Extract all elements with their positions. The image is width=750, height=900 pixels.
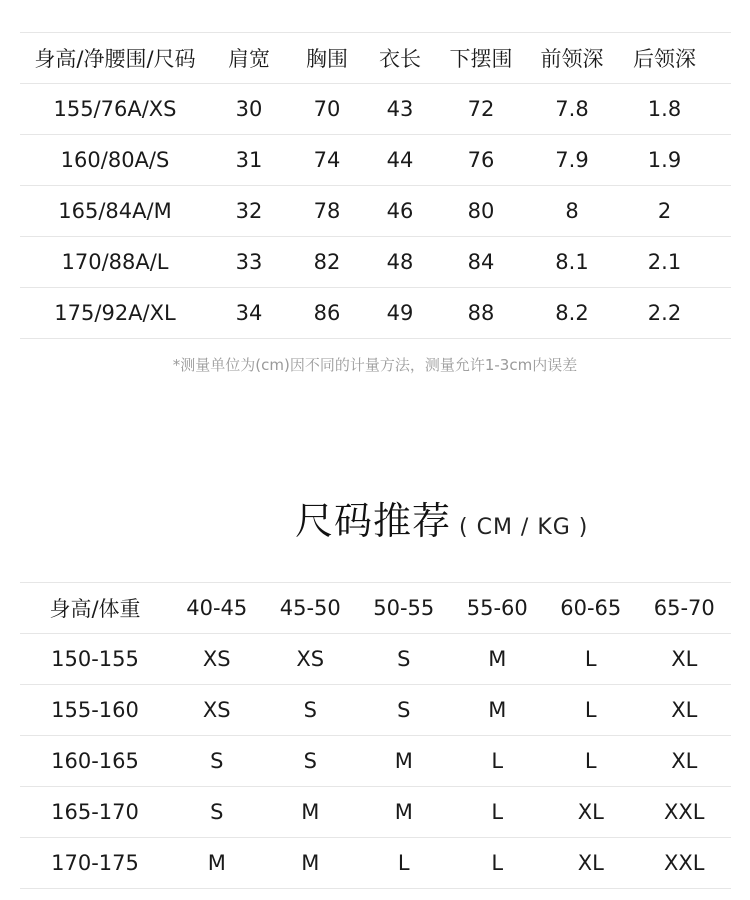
- table-cell: 2: [657, 199, 672, 223]
- table-row: [20, 838, 731, 889]
- table-cell: 44: [386, 148, 414, 172]
- table-cell: M: [488, 647, 507, 671]
- table-cell: S: [210, 749, 224, 773]
- header-cell: 60-65: [560, 596, 622, 620]
- table-cell: XS: [296, 647, 325, 671]
- table-cell: 80: [467, 199, 495, 223]
- table-row: [20, 84, 731, 135]
- table-cell: S: [303, 749, 317, 773]
- recommendation-title-text: 尺码推荐: [295, 499, 452, 543]
- table-cell: 7.9: [555, 148, 589, 172]
- table-cell: L: [491, 749, 504, 773]
- table-header-row: [20, 33, 731, 84]
- table-cell: 160-165: [51, 749, 139, 773]
- table-cell: 160/80A/S: [60, 148, 170, 172]
- table-cell: 76: [467, 148, 495, 172]
- table-cell: 150-155: [51, 647, 139, 671]
- table-cell: 155/76A/XS: [53, 97, 177, 121]
- header-cell: 45-50: [279, 596, 341, 620]
- table-cell: S: [303, 698, 317, 722]
- table-cell: 175/92A/XL: [54, 301, 176, 325]
- header-cell: 50-55: [373, 596, 435, 620]
- table-cell: M: [207, 851, 226, 875]
- table-cell: 34: [235, 301, 263, 325]
- table-cell: 2.2: [647, 301, 682, 325]
- table-cell: XXL: [664, 851, 705, 875]
- table-cell: L: [584, 749, 597, 773]
- table-cell: XL: [671, 749, 698, 773]
- table-cell: 7.8: [555, 97, 589, 121]
- table-cell: M: [301, 851, 320, 875]
- table-row: [20, 685, 731, 736]
- table-row: [20, 288, 731, 339]
- header-cell: 前领深: [540, 47, 604, 71]
- table-cell: 72: [467, 97, 495, 121]
- table-row: [20, 237, 731, 288]
- table-row: [20, 736, 731, 787]
- table-cell: 1.9: [647, 148, 682, 172]
- table-cell: 8.1: [555, 250, 589, 274]
- table-cell: 74: [313, 148, 341, 172]
- header-cell: 55-60: [466, 596, 528, 620]
- table-cell: S: [397, 647, 411, 671]
- table-cell: L: [397, 851, 410, 875]
- size-table: [20, 32, 731, 339]
- table-cell: 88: [467, 301, 495, 325]
- table-cell: 8.2: [555, 301, 589, 325]
- table-cell: XL: [671, 698, 698, 722]
- table-cell: 1.8: [647, 97, 682, 121]
- table-cell: 32: [235, 199, 263, 223]
- table-cell: 33: [235, 250, 263, 274]
- table-cell: 165-170: [51, 800, 139, 824]
- table-cell: 165/84A/M: [58, 199, 172, 223]
- table-cell: S: [397, 698, 411, 722]
- header-cell: 身高/净腰围/尺码: [34, 47, 196, 71]
- table-cell: 31: [235, 148, 263, 172]
- table-cell: 48: [386, 250, 414, 274]
- table-row: [20, 787, 731, 838]
- table-cell: 170-175: [51, 851, 139, 875]
- table-cell: 84: [467, 250, 495, 274]
- header-cell: 下摆围: [449, 47, 513, 71]
- table-cell: XL: [577, 851, 604, 875]
- table-cell: 30: [235, 97, 263, 121]
- recommendation-table: [20, 582, 731, 889]
- header-cell: 肩宽: [228, 47, 270, 71]
- table-cell: L: [584, 647, 597, 671]
- table-cell: 170/88A/L: [61, 250, 169, 274]
- table-cell: XL: [671, 647, 698, 671]
- table-row: [20, 186, 731, 237]
- table-cell: 155-160: [51, 698, 139, 722]
- table-cell: L: [584, 698, 597, 722]
- table-cell: 8: [565, 199, 579, 223]
- table-cell: XS: [202, 698, 231, 722]
- table-cell: L: [491, 851, 504, 875]
- table-cell: M: [394, 749, 413, 773]
- table-cell: S: [210, 800, 224, 824]
- header-cell: 40-45: [186, 596, 248, 620]
- table-cell: 46: [386, 199, 414, 223]
- table-cell: 49: [386, 301, 414, 325]
- header-cell: 身高/体重: [49, 597, 141, 621]
- table-row: [20, 634, 731, 685]
- table-cell: M: [488, 698, 507, 722]
- table-cell: L: [491, 800, 504, 824]
- header-cell: 65-70: [653, 596, 715, 620]
- header-cell: 胸围: [306, 47, 348, 71]
- table-cell: 82: [313, 250, 341, 274]
- header-cell: 后领深: [633, 47, 696, 71]
- measurement-note: *测量单位为(cm)因不同的计量方法，测量允许1-3cm内误差: [172, 356, 578, 374]
- table-cell: 2.1: [647, 250, 682, 274]
- recommendation-unit: ( CM / KG ): [459, 515, 589, 540]
- table-cell: XS: [202, 647, 231, 671]
- table-cell: 70: [313, 97, 341, 121]
- table-cell: 86: [313, 301, 341, 325]
- table-row: [20, 135, 731, 186]
- table-cell: XXL: [664, 800, 705, 824]
- table-cell: 78: [313, 199, 341, 223]
- recommendation-title: [295, 490, 588, 545]
- header-cell: 衣长: [379, 47, 421, 71]
- table-cell: XL: [577, 800, 604, 824]
- table-header-row: [20, 583, 731, 634]
- table-cell: M: [394, 800, 413, 824]
- table-cell: 43: [386, 97, 414, 121]
- table-cell: M: [301, 800, 320, 824]
